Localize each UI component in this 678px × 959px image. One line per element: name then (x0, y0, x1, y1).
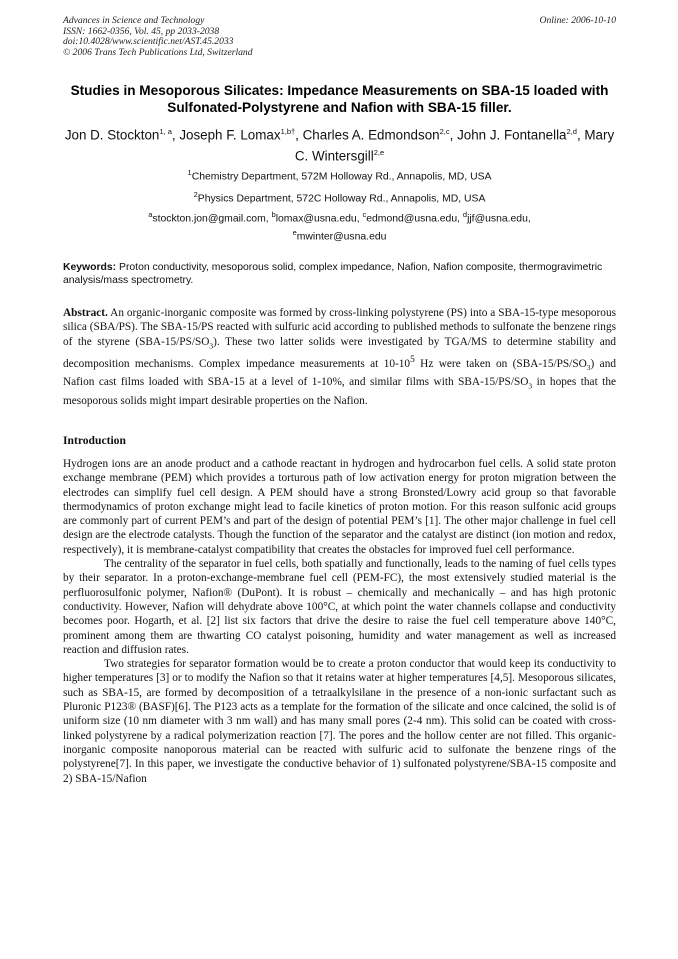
author-name: John J. Fontanella (457, 127, 567, 143)
paragraph: The centrality of the separator in fuel cells, both spatially and functionally, leads to the naming of fuel cells types by their separator. In a proton-exchange-membrane fuel cell (PEM-FC), the most extensively studied material is the perfluorosulfonic polymer, Nafion® (DuPont). It is robust – chemically and mechanically – and has high protonic conductivity. However, Nafion will dehydrate above 100°C, at which point the water channels collapse and conductivity becomes poor. Hogarth, et al. [2] list six factors that drive the desire to raise the fuel cell temperature above 140°C, prominent among them are thwarting CO catalyst poisoning, humidity and water management as well as increased reaction and diffusion rates. (63, 558, 616, 656)
author-superscript: 2,e (373, 148, 385, 158)
journal-name: Advances in Science and Technology (63, 15, 205, 26)
issn-line: ISSN: 1662-0356, Vol. 45, pp 2033-2038 (63, 25, 220, 37)
email-link[interactable]: stockton.jon@gmail.com (152, 213, 266, 225)
email-superscript: d (462, 210, 468, 219)
email-superscript: b (271, 210, 276, 219)
affiliation-superscript: 2 (193, 190, 198, 199)
affiliation-text: Chemistry Department, 572M Holloway Rd., Annapolis, MD, USA (191, 171, 492, 183)
abstract-text: ) and Nafion cast films loaded with SBA-15 at a level of 1-10%, and similar films with SBA-15/PS/SO (63, 357, 616, 389)
paragraph: Hydrogen ions are an anode product and a cathode reactant in hydrogen and hydrocarbon fuel cells. A solid state proton exchange membrane (PEM) which provides a torturous path of low activation energy for proton migration between the electrodes can simplify fuel cell design. A PEM should have a strong Bronsted/Lowry acid group so that favorable thermodynamics of proton exchange might lead to facile kinetics of proton motion. For this reason sulfonic acid groups are commonly part of current PEM’s and part of the design of potential PEM’s [1]. The other major challenge in fuel cell design are the electrode catalysts. Though the function of the separator and the catalyst are distinct (ion motion and redox, respectively), it is membrane-catalyst compatibility that creates the obstacles for improved fuel cell performance. (63, 458, 616, 556)
email-link[interactable]: mwinter@usna.edu (296, 231, 387, 243)
keywords-text: Proton conductivity, mesoporous solid, complex impedance, Nafion, Nafion composite, thermogravimetric analysis/mass spectrometry. (63, 262, 603, 287)
author-list: Jon D. Stockton$^{1, a}$, Joseph F. Lomax$^{1,b\dagger}$, Charles A. Edmondson$^{2,c}$, John J. Fontanella$^{2,d}$, Mary C. Wintersgill$^{2,e}$ (64, 127, 615, 164)
abstract-block (63, 306, 616, 408)
email-link[interactable]: edmond@usna.edu (366, 213, 458, 225)
abstract-text: An organic-inorganic composite was formed by cross-linking polystyrene (PS) into a SBA-15-type mesoporous silica (SBA/PS). The SBA-15/PS reacted with sulfuric acid according to published methods to sulfonate the benzene rings of the styrene (SBA-15/PS/SO (63, 307, 616, 348)
email-superscript: a (148, 210, 153, 219)
author-superscript: 2,d (566, 127, 577, 136)
author-name: Charles A. Edmondson (302, 127, 440, 143)
author-superscript: 2,c (439, 127, 450, 136)
keywords-block (63, 261, 616, 288)
paragraph: Two strategies for separator formation would be to create a proton conductor that would keep its conductivity to higher temperatures [3] or to modify the Nafion so that it retains water at higher temperatures [4,5]. Mesoporous silicates, such as SBA-15, are formed by decomposition of a tetraalkylsilane in the presence of a non-ionic surfactant such as Pluronic P123® (BASF)[6]. The P123 acts as a template for the formation of the silicate and once calcined, the solid is of uniform size (10 nm diameter with 3 nm wall) and has many small pores (2-4 nm). This solid can be coated with cross-linked polystyrene by a radical polymerization reaction [7]. The pores and the hollow center are not filled. This organic-inorganic composite nanoporous material can be reacted with sulfuric acid to sulfonate the benzene rings of the polystyrene[7]. In this paper, we investigate the conductive behavior of 1) sulfonated polystyrene/SBA-15 composite and 2) SBA-15/Nafion (63, 658, 616, 785)
abstract-text: in hopes that the mesoporous solids might impart desirable properties on the Nafion. (63, 376, 616, 407)
subscript: 3 (209, 340, 214, 350)
abstract-text: ). These two latter solids were investigated by TGA/MS to determine stability and decomposition mechanisms. Complex impedance measurements at 10-10 (63, 335, 616, 370)
journal-header (63, 16, 616, 58)
copyright-line: © 2006 Trans Tech Publications Ltd, Switzerland (63, 46, 253, 58)
email-list: $^a$stockton.jon@gmail.com, $^b$lomax@usna.edu, $^c$edmond@usna.edu, $^d$jjf@usna.edu, $^e$mwinter@usna.edu (148, 210, 531, 243)
author-name: Joseph F. Lomax (179, 127, 281, 143)
subscript: 3 (586, 363, 591, 373)
doi-line: doi:10.4028/www.scientific.net/AST.45.2033 (63, 36, 234, 48)
paper-title: Studies in Mesoporous Silicates: Impedance Measurements on SBA-15 loaded with Sulfonated-Polystyrene and Nafion with SBA-15 filler. (70, 83, 609, 115)
online-date: Online: 2006-10-10 (539, 15, 616, 26)
affiliation-1 (63, 166, 616, 183)
email-superscript: c (362, 210, 367, 219)
keywords-label: Keywords: (63, 262, 117, 273)
author-superscript: 1, a (159, 127, 172, 136)
superscript: 5 (410, 355, 415, 366)
affiliation-2 (63, 188, 616, 205)
section-heading: Introduction (63, 434, 126, 447)
author-name: Jon D. Stockton (64, 127, 160, 143)
email-link[interactable]: jjf@usna.edu (467, 213, 528, 225)
email-superscript: e (292, 228, 297, 238)
abstract-label: Abstract. (63, 307, 108, 319)
affiliation-superscript: 1 (187, 168, 192, 177)
subscript: 3 (528, 381, 533, 391)
email-link[interactable]: lomax@usna.edu (275, 213, 357, 225)
introduction-body (63, 457, 616, 786)
affiliation-text: Physics Department, 572C Holloway Rd., Annapolis, MD, USA (197, 193, 486, 205)
abstract-text: Hz were taken on (SBA-15/PS/SO (414, 357, 587, 370)
author-name: Mary C. Wintersgill (294, 127, 615, 164)
author-superscript: 1,b† (280, 127, 296, 136)
